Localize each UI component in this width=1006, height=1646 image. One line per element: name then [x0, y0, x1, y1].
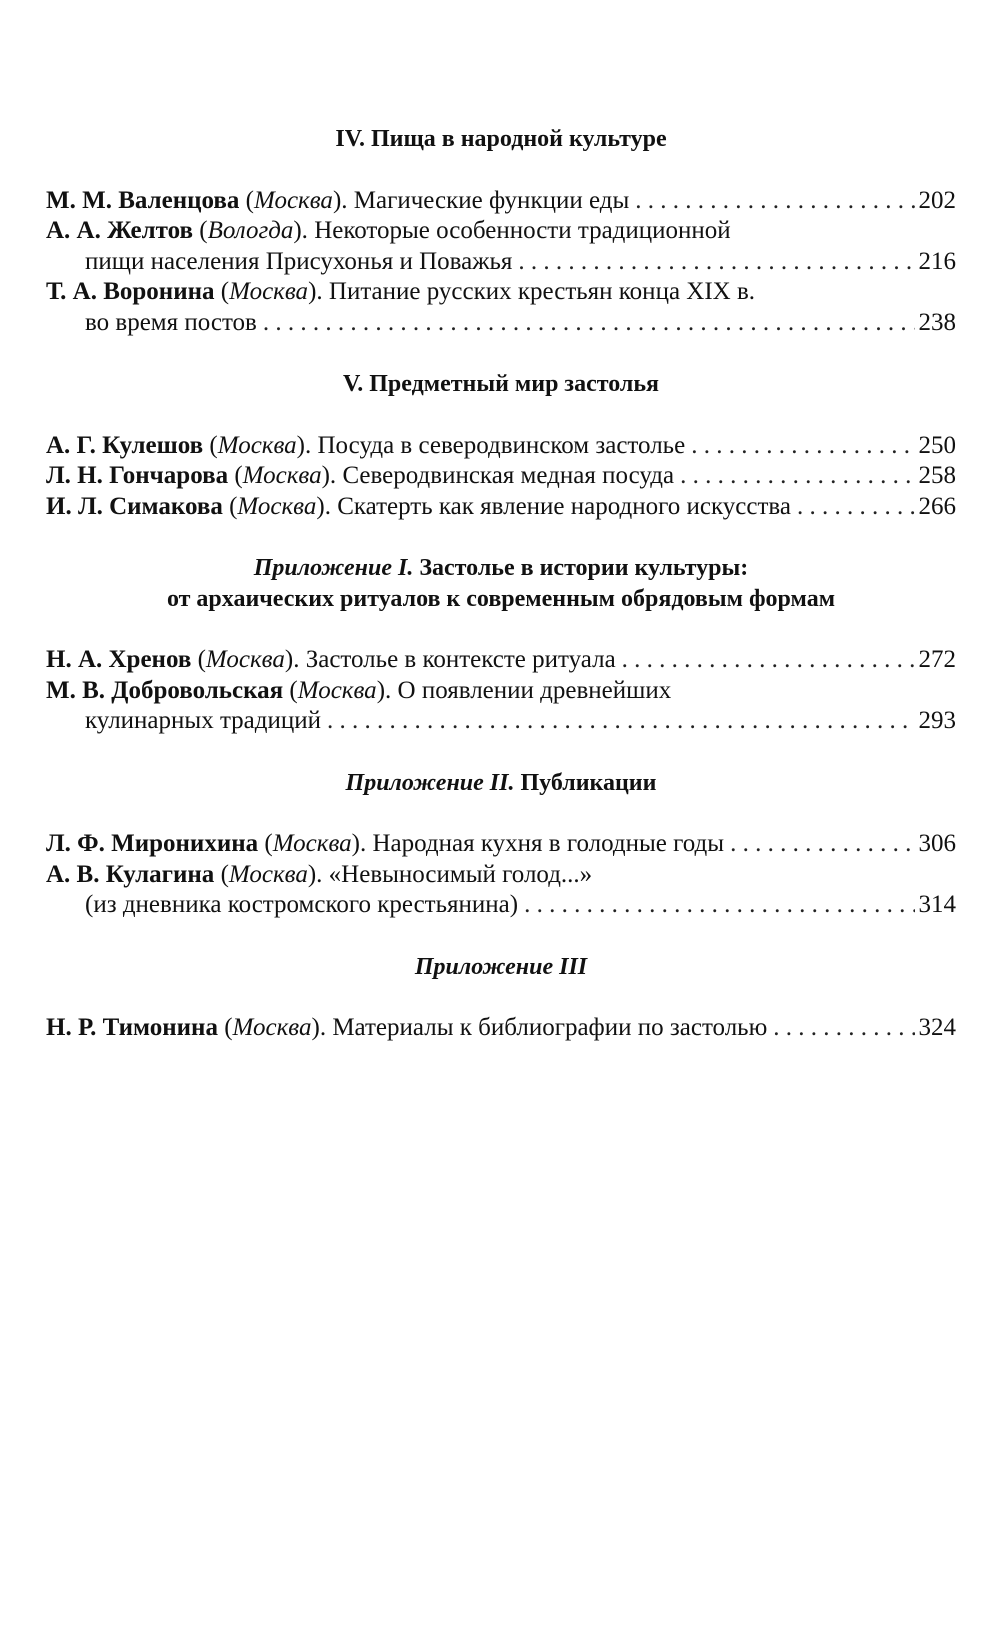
- entry-leader-line: [46, 706, 956, 737]
- entry-city: Москва: [228, 860, 308, 888]
- toc-section: [46, 553, 956, 737]
- entry-text: Н. Р. Тимонина (Москва). Материалы к библиографии по застолью: [46, 1014, 768, 1041]
- entry-title: Материалы к библиографии по застолью: [332, 1014, 768, 1041]
- entry-author: А. А. Желтов: [46, 217, 194, 244]
- entry-author: Л. Н. Гончарова: [46, 462, 229, 489]
- toc-entry: [46, 492, 956, 523]
- section-heading: [46, 768, 956, 799]
- entry-leader-line: [46, 308, 956, 339]
- section-heading-text: V. Предметный мир застолья: [342, 371, 660, 397]
- toc-entry: [46, 431, 956, 462]
- section-heading: [46, 952, 956, 983]
- toc-entry: [46, 216, 956, 277]
- toc-entry: [46, 645, 956, 676]
- entry-title: «Невыносимый голод...»: [328, 860, 593, 888]
- entry-title: Некоторые особенности традиционной: [314, 217, 731, 244]
- leader-dots: [773, 1013, 914, 1044]
- page-number: 250: [918, 431, 956, 459]
- entry-author: Н. Р. Тимонина: [46, 1014, 218, 1041]
- entry-city: Вологда: [207, 217, 294, 244]
- entry-leader-line: [46, 1013, 956, 1044]
- heading-spacer: [46, 400, 956, 431]
- toc-entry: [46, 186, 956, 217]
- leader-dots: [635, 186, 914, 217]
- page-number: 202: [918, 186, 956, 214]
- entry-city: Москва: [237, 492, 317, 520]
- entry-author: И. Л. Симакова: [46, 492, 223, 520]
- entry-title-continued: пищи населения Присухонья и Поважья: [85, 247, 513, 275]
- entry-text: Л. Н. Гончарова (Москва). Северодвинская медная посуда: [46, 462, 675, 489]
- page-number: 272: [918, 646, 956, 673]
- page-number: 306: [918, 830, 956, 857]
- section-heading-italic: Приложение I.: [253, 555, 414, 581]
- entry-author: М. В. Добровольская: [46, 676, 284, 704]
- section-heading-text: Публикации: [520, 769, 657, 796]
- entry-title: Северодвинская медная посуда: [342, 462, 675, 489]
- entry-city: Москва: [205, 646, 285, 673]
- section-heading-text: IV. Пища в народной культуре: [335, 126, 667, 152]
- section-heading: [46, 124, 956, 155]
- entry-title-continued: кулинарных традиций: [85, 707, 322, 734]
- section-spacer: [46, 522, 956, 553]
- entry-city: Москва: [229, 278, 309, 305]
- entry-text: А. Г. Кулешов (Москва). Посуда в северодвинском застолье: [46, 431, 686, 459]
- page-number: 216: [918, 247, 956, 275]
- entry-title: Скатерть как явление народного искусства: [337, 492, 791, 520]
- entry-leader-line: [46, 829, 956, 860]
- section-spacer: [46, 338, 956, 369]
- toc-entry: [46, 860, 956, 921]
- entry-text: Н. А. Хренов (Москва). Застолье в контексте ритуала: [46, 646, 616, 673]
- heading-spacer: [46, 155, 956, 186]
- leader-dots: [263, 308, 915, 339]
- entry-leader-line: [46, 890, 956, 921]
- toc-section: [46, 124, 956, 338]
- toc-entry: [46, 277, 956, 338]
- entry-author: А. В. Кулагина: [46, 860, 215, 888]
- page-number: 293: [918, 707, 956, 734]
- entry-author: Т. А. Воронина: [46, 278, 215, 305]
- entry-title: Народная кухня в голодные годы: [372, 830, 725, 857]
- toc-entry: [46, 676, 956, 737]
- page-number: 314: [918, 891, 956, 918]
- entry-author: Н. А. Хренов: [46, 646, 192, 673]
- entry-title-continued: (из дневника костромского крестьянина): [85, 891, 519, 918]
- entry-leader-line: [46, 431, 956, 462]
- entry-title: О появлении древнейших: [397, 676, 672, 704]
- leader-dots: [327, 706, 914, 737]
- entry-city: Москва: [297, 676, 377, 704]
- toc-section: [46, 768, 956, 921]
- entry-text: Л. Ф. Миронихина (Москва). Народная кухня в голодные годы: [46, 830, 725, 857]
- entry-leader-line: [46, 461, 956, 492]
- entry-city: Москва: [232, 1014, 312, 1041]
- section-spacer: [46, 921, 956, 952]
- entry-text: И. Л. Симакова (Москва). Скатерть как явление народного искусства: [46, 492, 791, 520]
- entry-city: Москва: [253, 186, 333, 214]
- toc-section: [46, 369, 956, 522]
- toc-entry: [46, 829, 956, 860]
- heading-spacer: [46, 982, 956, 1013]
- section-heading-line2: от архаических ритуалов к современным обрядовым формам: [166, 585, 836, 612]
- section-heading: [46, 553, 956, 584]
- entry-author: Л. Ф. Миронихина: [46, 830, 259, 857]
- section-heading-text: Застолье в истории культуры:: [419, 555, 749, 581]
- entry-title: Питание русских крестьян конца XIX в.: [328, 278, 756, 305]
- entry-title: Посуда в северодвинском застолье: [317, 431, 686, 459]
- entry-city: Москва: [272, 830, 352, 857]
- toc-section: [46, 952, 956, 1044]
- section-heading: [46, 369, 956, 400]
- page-number: 324: [918, 1014, 956, 1041]
- page-number: 238: [918, 308, 956, 336]
- entry-author: М. М. Валенцова: [46, 186, 240, 214]
- entry-text: М. М. Валенцова (Москва). Магические функции еды: [46, 186, 630, 214]
- section-heading-italic: Приложение II.: [345, 769, 515, 796]
- toc-entry: [46, 1013, 956, 1044]
- entry-leader-line: [46, 492, 956, 523]
- entry-leader-line: [46, 247, 956, 278]
- heading-spacer: [46, 614, 956, 645]
- leader-dots: [680, 461, 914, 492]
- leader-dots: [797, 492, 915, 523]
- leader-dots: [691, 431, 914, 462]
- entry-line: Т. А. Воронина (Москва). Питание русских крестьян конца XIX в.: [46, 278, 756, 305]
- entry-line: М. В. Добровольская (Москва). О появлении древнейших: [46, 676, 672, 704]
- leader-dots: [730, 829, 914, 860]
- table-of-contents: [46, 124, 956, 1044]
- leader-dots: [524, 890, 914, 921]
- entry-city: Москва: [242, 462, 322, 489]
- entry-author: А. Г. Кулешов: [46, 431, 204, 459]
- entry-line: А. В. Кулагина (Москва). «Невыносимый голод...»: [46, 860, 593, 888]
- entry-title: Застолье в контексте ритуала: [305, 646, 616, 673]
- leader-dots: [622, 645, 915, 676]
- entry-leader-line: [46, 645, 956, 676]
- leader-dots: [518, 247, 914, 278]
- entry-line: А. А. Желтов (Вологда). Некоторые особенности традиционной: [46, 217, 731, 244]
- heading-spacer: [46, 798, 956, 829]
- entry-title-continued: во время постов: [85, 308, 257, 336]
- toc-entry: [46, 461, 956, 492]
- entry-leader-line: [46, 186, 956, 217]
- section-heading-italic: Приложение III: [414, 953, 588, 980]
- page-number: 266: [918, 492, 956, 520]
- page-number: 258: [918, 462, 956, 489]
- section-spacer: [46, 737, 956, 768]
- entry-title: Магические функции еды: [353, 186, 630, 214]
- entry-city: Москва: [217, 431, 297, 459]
